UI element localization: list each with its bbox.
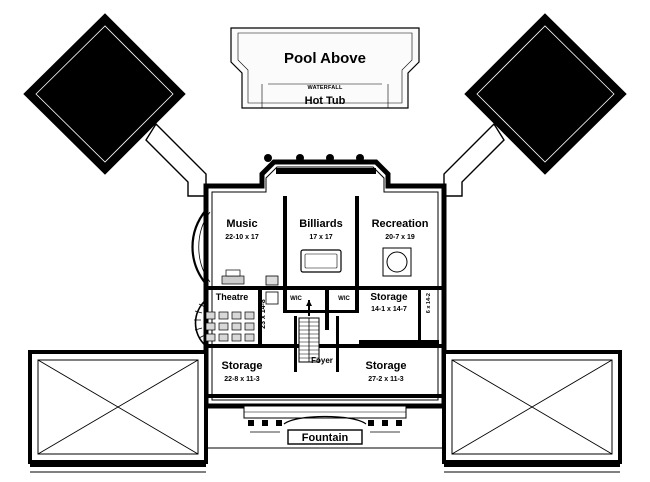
room-storage-narrow-dim: 6 x 14-2 [425,293,432,314]
lower-right-wing [444,352,620,472]
billiards-table [301,250,341,272]
room-storage-left-name: Storage [221,360,263,372]
room-storage-right-dim: 27-2 x 11-3 [368,376,404,383]
recreation-table [383,248,411,276]
waterfall-label: WATERFALL [307,85,343,91]
upper-right-wing [444,14,626,196]
room-theatre-name: Theatre [215,292,249,302]
lower-left-wing [30,352,206,472]
room-theatre-dim: 23 x 14-8 [259,299,267,329]
fountain-label: Fountain [301,432,349,444]
upper-left-wing [24,14,206,196]
room-storage-mid-name: Storage [370,292,408,303]
closet-wic-left-label: WIC [290,296,302,302]
room-storage-right-name: Storage [365,360,407,372]
room-storage-left-dim: 22-8 x 11-3 [224,376,260,383]
room-music-dim: 22-10 x 17 [225,234,259,241]
foyer-label: Foyer [311,356,333,365]
pool-above-label: Pool Above [284,50,366,67]
room-recreation-name: Recreation [371,218,429,230]
room-storage-mid-dim: 14-1 x 14-7 [371,306,407,313]
room-billiards-dim: 17 x 17 [309,234,333,241]
room-recreation-dim: 20-7 x 19 [385,234,415,241]
room-music-name: Music [226,218,258,230]
room-billiards-name: Billiards [299,218,343,230]
closet-wic-right-label: WIC [338,296,350,302]
hot-tub-label: Hot Tub [304,95,346,107]
